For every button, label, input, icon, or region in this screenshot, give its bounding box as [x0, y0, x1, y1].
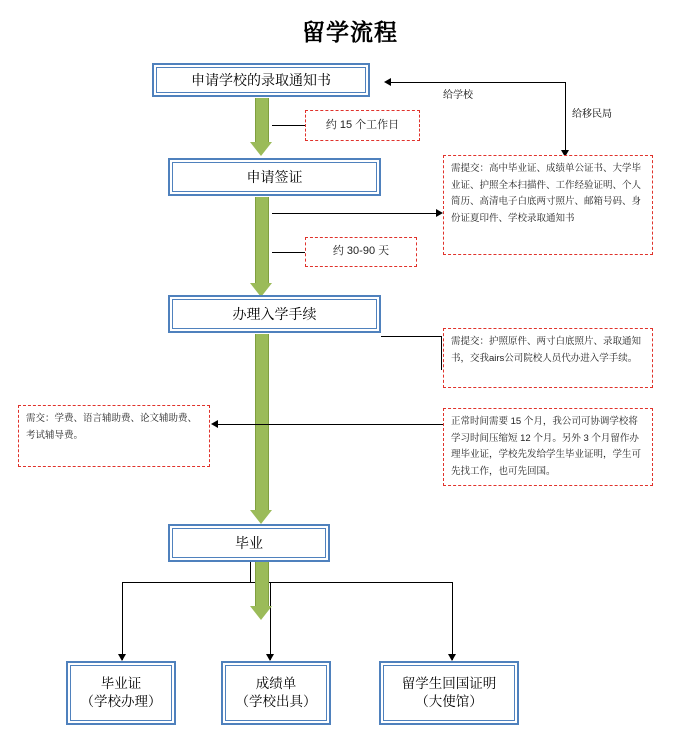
edge-label-to-school: 给学校 [443, 90, 473, 101]
note-enrollment-documents: 需提交：护照原件、两寸白底照片、录取通知书，交我airs公司院校人员代办进入学手续。 [443, 328, 653, 388]
note-visa-documents: 需提交：高中毕业证、成绩单公证书、大学毕业证、护照全本扫描件、工作经验证明、个人简历、高清电子白底两寸照片、邮箱号码、身份证夏印件、学校录取通知书 [443, 155, 653, 255]
node-output-diploma-line2: （学校办理） [80, 694, 162, 709]
arrowhead-visa-docs [436, 209, 443, 217]
connector-visa-docs [272, 213, 437, 214]
connector-fees [217, 424, 443, 425]
flow-arrow-2 [250, 197, 272, 297]
node-step3-label: 办理入学手续 [172, 299, 377, 329]
connector-branch-bar [122, 582, 452, 583]
note-15-days: 约 15 个工作日 [305, 110, 420, 141]
connector-branch-right [452, 582, 453, 660]
arrowhead-out3 [448, 654, 456, 661]
arrowhead-out2 [266, 654, 274, 661]
node-step2-label: 申请签证 [172, 162, 377, 192]
node-step3[interactable] [168, 295, 381, 333]
note-fees: 需交：学费、语言辅助费、论文辅助费、考试辅导费。 [18, 405, 210, 467]
connector-30-90-days [272, 252, 305, 253]
connector-top-right [390, 82, 565, 83]
node-output-transcript-line1: 成绩单 [255, 675, 297, 691]
connector-enroll-docs [381, 336, 441, 337]
node-output-return-certificate-line1: 留学生回国证明 [401, 675, 497, 691]
node-output-transcript-line2: （学校出具） [235, 694, 317, 709]
connector-15-days [272, 125, 305, 126]
flow-arrow-1 [250, 98, 272, 156]
node-step1-label: 申请学校的录取通知书 [156, 67, 366, 93]
flow-arrow-3 [250, 334, 272, 524]
node-step4-label: 毕业 [172, 528, 326, 558]
connector-branch-left [122, 582, 123, 660]
node-step2[interactable] [168, 158, 381, 196]
arrowhead-to-step1 [384, 78, 391, 86]
connector-right-down [565, 82, 566, 152]
page-title: 留学流程 [302, 19, 398, 45]
arrowhead-fees [211, 420, 218, 428]
arrowhead-out1 [118, 654, 126, 661]
node-output-return-certificate-line2: （大使馆） [415, 694, 483, 709]
note-duration: 正常时间需要 15 个月，我公司可协调学校将学习时间压缩短 12 个月。另外 3 个月留作办理毕业证，学校先发给学生毕业证明，学生可先找工作，也可先回国。 [443, 408, 653, 486]
node-output-return-certificate[interactable] [379, 661, 519, 725]
flow-arrow-4 [250, 562, 272, 620]
node-output-diploma-line1: 毕业证 [100, 675, 142, 691]
connector-enroll-left-edge [441, 336, 442, 370]
edge-label-to-immigration: 给移民局 [572, 109, 612, 120]
node-output-transcript[interactable] [221, 661, 331, 725]
note-30-90-days: 约 30-90 天 [305, 237, 417, 267]
node-step4[interactable] [168, 524, 330, 562]
node-output-diploma[interactable] [66, 661, 176, 725]
node-step1[interactable] [152, 63, 370, 97]
